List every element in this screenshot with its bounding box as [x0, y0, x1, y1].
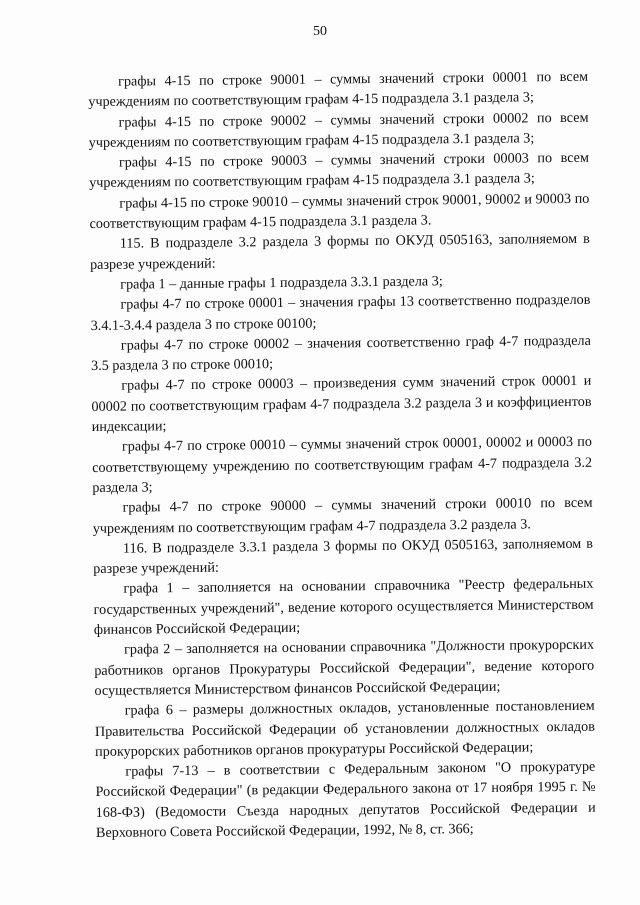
- paragraph: графы 4-15 по строке 90002 – суммы значений строки 00002 по всем учреждениям по соответствующим графам 4-15 подраздела 3.1 раздела 3;: [88, 109, 589, 151]
- paragraph: 116. В подразделе 3.3.1 раздела 3 формы по ОКУД 0505163, заполняемом в разрезе учреждений:: [93, 535, 594, 578]
- paragraph: графы 4-7 по строке 00001 – значения графы 13 соответственно подразделов 3.4.1-3.4.4 раздела 3 по строке 00100;: [90, 292, 591, 334]
- paragraph: 115. В подразделе 3.2 раздела 3 формы по ОКУД 0505163, заполняемом в разрезе учреждений:: [89, 231, 590, 273]
- paragraph: графы 4-7 по строке 00010 – суммы значений строк 00001, 00002 и 00003 по соответствующему учреждению по соответствующим графам 4-7 подраздела 3.2 раздела 3;: [92, 434, 593, 496]
- paragraph: графы 4-15 по строке 90003 – суммы значений строки 00003 по всем учреждениям по соответствующим графам 4-15 подраздела 3.1 раздела 3;: [89, 149, 590, 192]
- paragraph: графа 1 – заполняется на основании справочника "Реестр федеральных государственных учреждений", ведение которого осуществляется Министерством финансов Российской Федерации;: [93, 576, 594, 638]
- page-number: 50: [313, 24, 327, 39]
- paragraph: графы 4-7 по строке 00003 – произведения сумм значений строк 00001 и 00002 по соответствующим графам 4-7 подраздела 3.2 раздела 3 и коэффициентов индексации;: [91, 373, 592, 436]
- paragraph: графы 4-7 по строке 90000 – суммы значений строки 00010 по всем учреждениям по соответствующим графам 4-7 подраздела 3.2 раздела 3.: [92, 494, 593, 537]
- paragraph: графы 4-15 по строке 90010 – суммы значений строк 90001, 90002 и 90003 по соответствующим графам 4-15 подраздела 3.1 раздела 3.: [89, 190, 590, 233]
- paragraph: графы 4-15 по строке 90001 – суммы значений строки 00001 по всем учреждениям по соответствующим графам 4-15 подраздела 3.1 раздела 3;: [88, 68, 589, 111]
- paragraph: графы 4-7 по строке 00002 – значения соответственно граф 4-7 подраздела 3.5 раздела 3 по строке 00010;: [90, 332, 591, 375]
- paragraph: графы 7-13 – в соответствии с Федеральным законом "О прокуратуре Российской Федерации" (в редакции Федерального закона от 17 ноября 1995 г. № 168-ФЗ) (Ведомости Съезда народных депутатов Российской Федерации и Верховного Совета Российской Федерации, 1992, № 8, ст. 366;: [95, 758, 596, 841]
- paragraph: графа 6 – размеры должностных окладов, установленные постановлением Правительства Российской Федерации об установлении должностных окладов прокурорских работников органов прокуратуры Российской Федерации;: [94, 697, 595, 760]
- paragraph: графа 2 – заполняется на основании справочника "Должности прокурорских работников органов Прокуратуры Российской Федерации", ведение которого осуществляется Министерством финансов Российской Федерации;: [94, 637, 595, 699]
- paragraph: графа 1 – данные графы 1 подраздела 3.3.1 раздела 3;: [120, 273, 443, 293]
- document-body: [88, 67, 596, 843]
